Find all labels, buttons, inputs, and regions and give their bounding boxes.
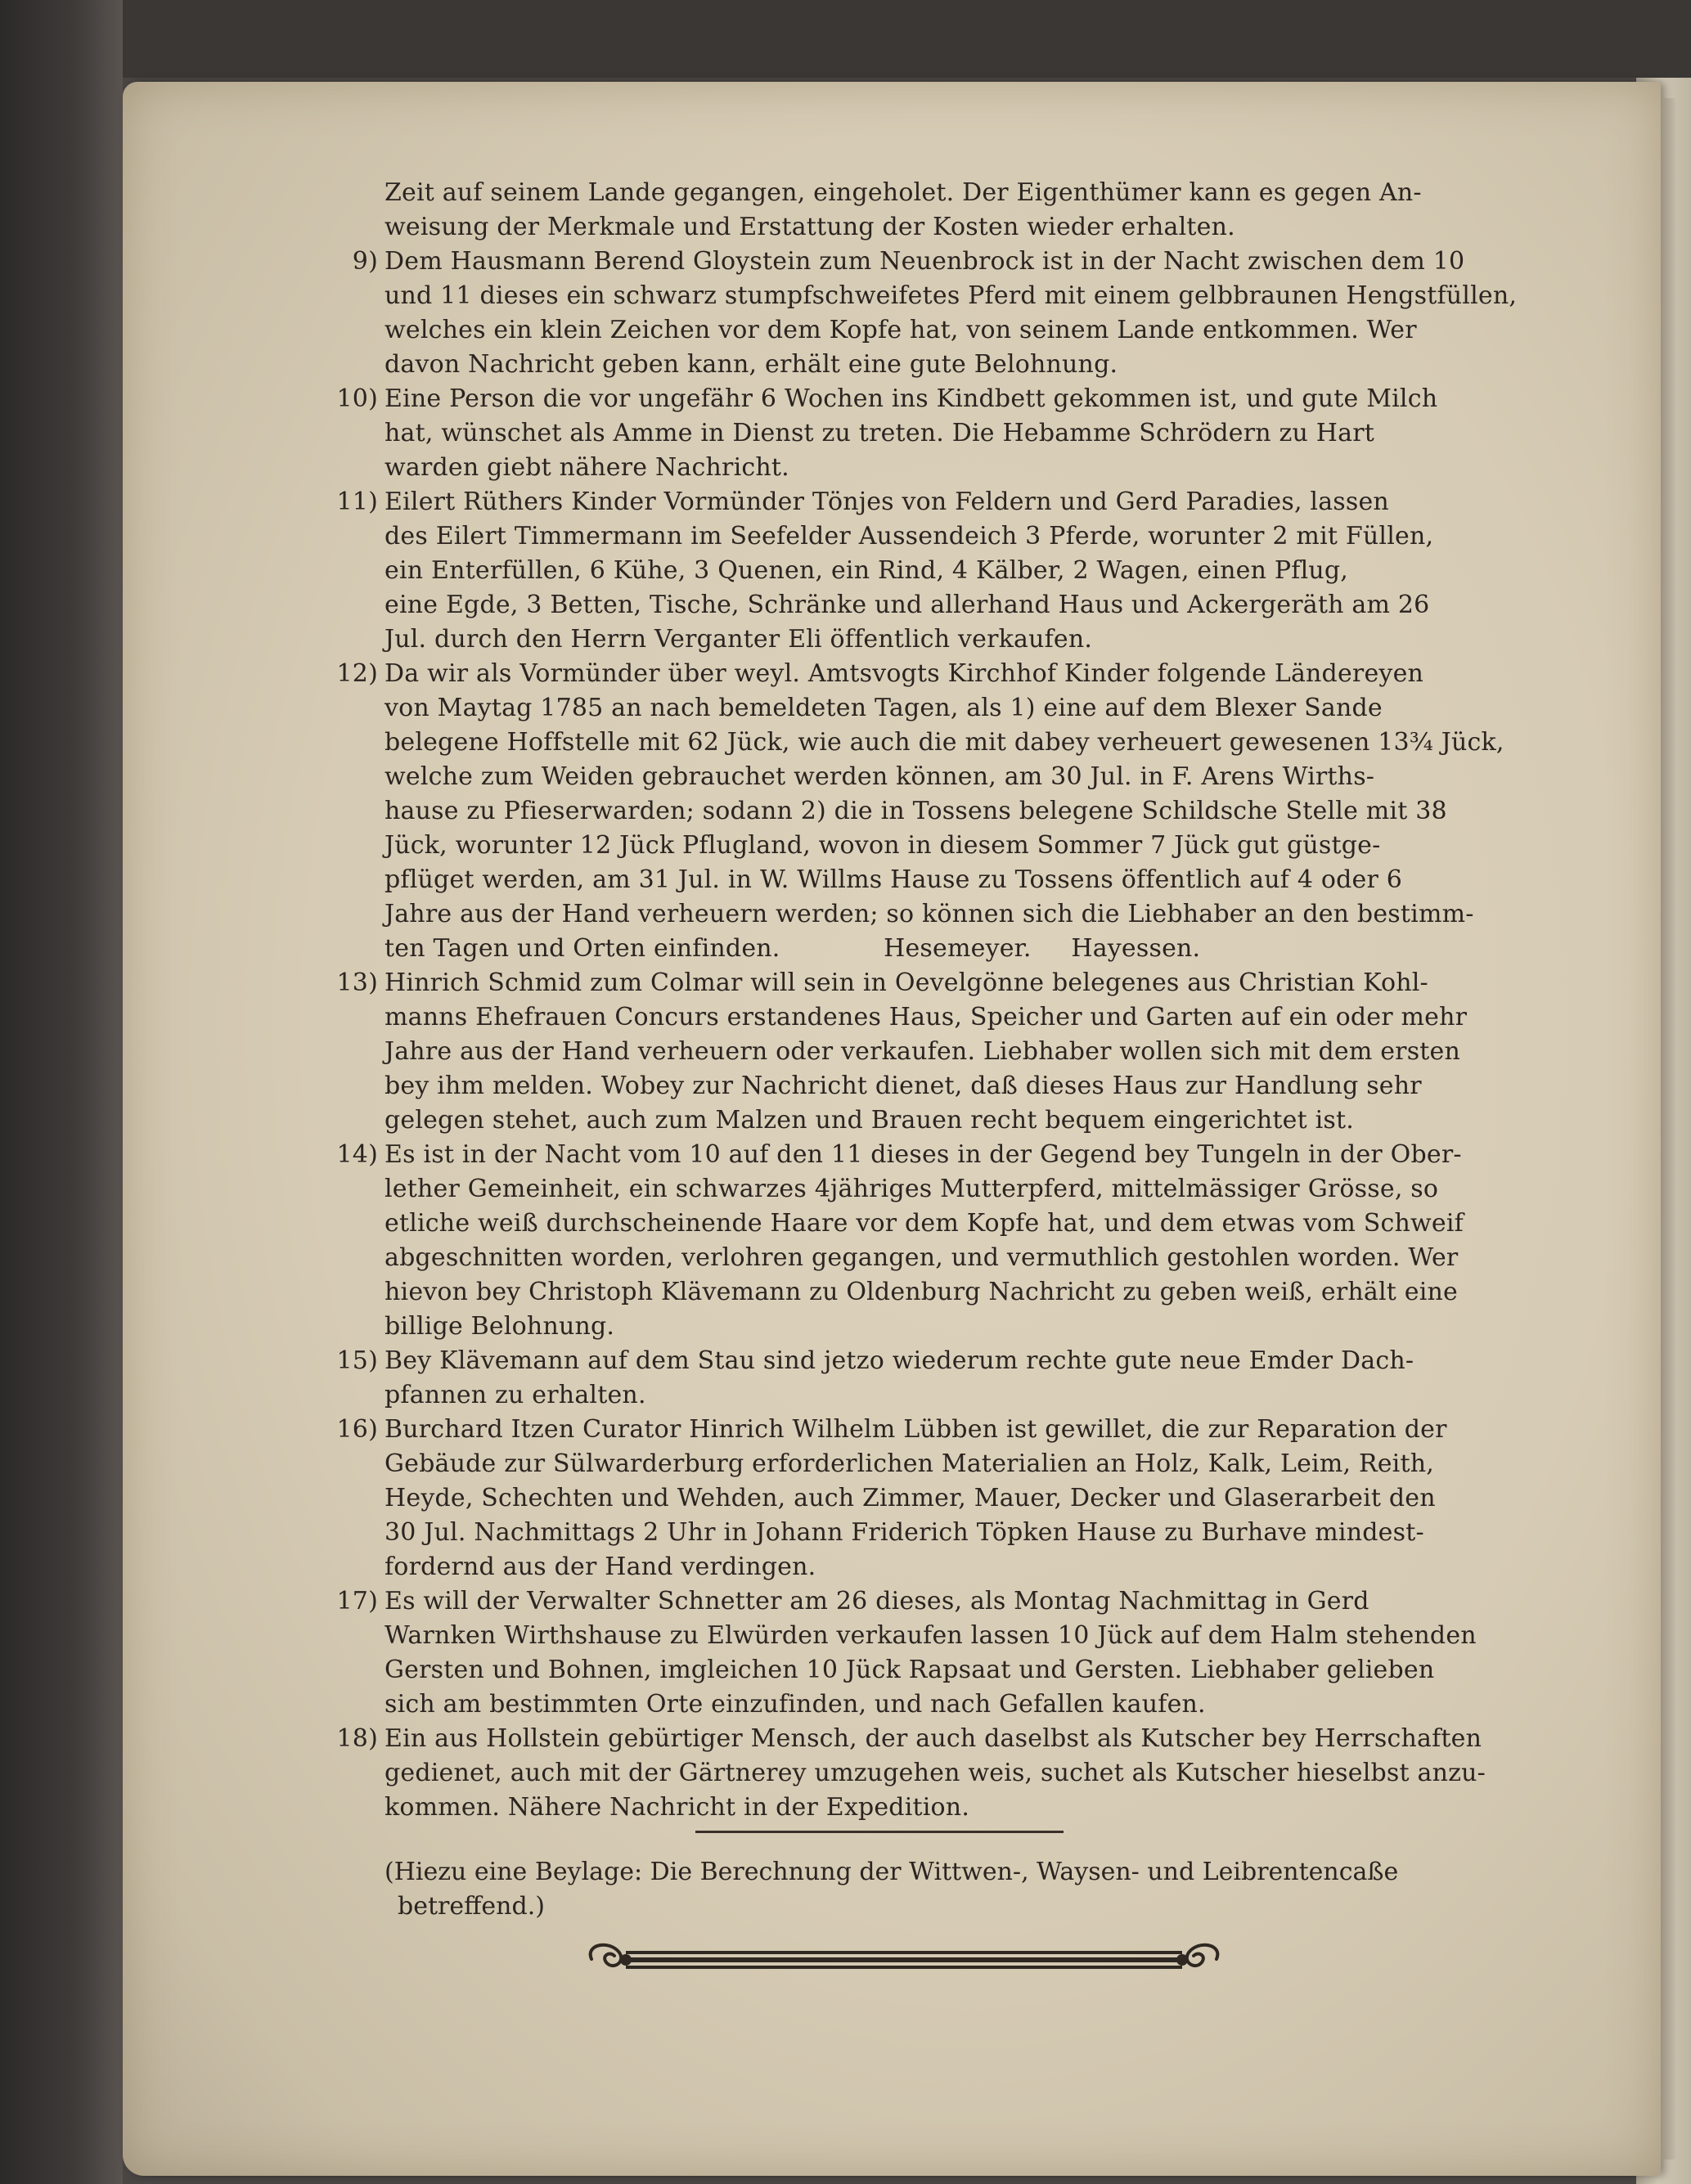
notice-17: [336, 1584, 1554, 1722]
text-line: Hinrich Schmid zum Colmar will sein in Oevelgönne belegenes aus Christian Kohl-: [385, 968, 1428, 997]
text-line: weisung der Merkmale und Erstattung der Kosten wieder erhalten.: [385, 213, 1235, 241]
ornament-bar-bottom: [626, 1966, 1182, 1969]
text-line: sich am bestimmten Orte einzufinden, und nach Gefallen kaufen.: [385, 1690, 1206, 1719]
ornament-bar-middle: [626, 1957, 1182, 1962]
text-line: Warnken Wirthshause zu Elwürden verkaufen lassen 10 Jück auf dem Halm stehenden: [385, 1621, 1477, 1650]
notice-15: [336, 1344, 1554, 1413]
text-line: Es ist in der Nacht vom 10 auf den 11 dieses in der Gegend bey Tungeln in der Ober-: [385, 1140, 1462, 1169]
notice-10: [336, 382, 1554, 485]
text-line: bey ihm melden. Wobey zur Nachricht dienet, daß dieses Haus zur Handlung sehr: [385, 1072, 1422, 1100]
text-line: Zeit auf seinem Lande gegangen, eingeholet. Der Eigenthümer kann es gegen An-: [385, 178, 1422, 207]
notice-number: 12): [336, 659, 378, 688]
notice-12: [336, 657, 1554, 966]
text-line: Gebäude zur Sülwarderburg erforderlichen Materialien an Holz, Kalk, Leim, Reith,: [385, 1449, 1434, 1478]
notice-9: [352, 245, 1554, 382]
notice-14: [336, 1138, 1554, 1344]
text-line: Eine Person die vor ungefähr 6 Wochen ins Kindbett gekommen ist, und gute Milch: [385, 384, 1438, 413]
ornament-right-scroll: [1187, 1945, 1218, 1966]
scan-background-left: [0, 0, 123, 2184]
notice-number: 18): [336, 1724, 378, 1753]
notice-number: 11): [336, 488, 378, 516]
text-line: ein Enterfüllen, 6 Kühe, 3 Quenen, ein Rind, 4 Kälber, 2 Wagen, einen Pflug,: [385, 556, 1349, 585]
text-line: hat, wünschet als Amme in Dienst zu treten. Die Hebamme Schrödern zu Hart: [385, 419, 1375, 447]
text-line: Eilert Rüthers Kinder Vormünder Tönjes von Feldern und Gerd Paradies, lassen: [385, 488, 1389, 516]
text-line: Bey Klävemann auf dem Stau sind jetzo wiederum rechte gute neue Emder Dach-: [385, 1346, 1414, 1375]
intro-paragraph: [385, 176, 1554, 245]
ornament-left-dot: [620, 1954, 632, 1966]
section-divider: [695, 1831, 1064, 1833]
ornament-right-dot: [1176, 1954, 1188, 1966]
notice-13: [336, 966, 1554, 1138]
text-line: Es will der Verwalter Schnetter am 26 dieses, als Montag Nachmittag in Gerd: [385, 1587, 1369, 1616]
text-line: Jahre aus der Hand verheuern oder verkaufen. Liebhaber wollen sich mit dem ersten: [385, 1037, 1461, 1066]
notice-number: 10): [336, 384, 378, 413]
text-line: kommen. Nähere Nachricht in der Expedition.: [385, 1793, 970, 1822]
text-line: (Hiezu eine Beylage: Die Berechnung der Wittwen-, Waysen- und Leibrentencaße: [385, 1858, 1399, 1886]
text-line: 30 Jul. Nachmittags 2 Uhr in Johann Friderich Töpken Hause zu Burhave mindest-: [385, 1518, 1424, 1547]
ornament-bar-top: [626, 1951, 1182, 1954]
text-line: Gersten und Bohnen, imgleichen 10 Jück Rapsaat und Gersten. Liebhaber gelieben: [385, 1656, 1435, 1684]
notice-number: 13): [336, 968, 378, 997]
text-line: pflüget werden, am 31 Jul. in W. Willms Hause zu Tossens öffentlich auf 4 oder 6: [385, 865, 1403, 894]
text-line: welches ein klein Zeichen vor dem Kopfe hat, von seinem Lande entkommen. Wer: [385, 316, 1417, 344]
text-line: belegene Hoffstelle mit 62 Jück, wie auch die mit dabey verheuert gewesenen 13¾ Jück,: [385, 728, 1504, 757]
text-line: warden giebt nähere Nachricht.: [385, 453, 789, 482]
notice-11: [336, 485, 1554, 657]
notice-number: 14): [336, 1140, 378, 1169]
page-text-column: [336, 176, 1554, 1825]
text-line: Jul. durch den Herrn Verganter Eli öffentlich verkaufen.: [385, 625, 1093, 654]
notice-number: 15): [336, 1346, 378, 1375]
text-line: Jück, worunter 12 Jück Pflugland, wovon in diesem Sommer 7 Jück gut güstge-: [385, 831, 1381, 860]
page-right-edge: [1661, 98, 1675, 2159]
text-line: billige Belohnung.: [385, 1312, 615, 1341]
text-line: lether Gemeinheit, ein schwarzes 4jähriges Mutterpferd, mittelmässiger Grösse, so: [385, 1175, 1439, 1203]
text-line: manns Ehefrauen Concurs erstandenes Haus, Speicher und Garten auf ein oder mehr: [385, 1003, 1468, 1031]
notice-number: 16): [336, 1415, 378, 1444]
notice-number: 9): [352, 247, 378, 276]
text-line: Jahre aus der Hand verheuern werden; so können sich die Liebhaber an den bestimm-: [385, 900, 1474, 928]
notice-16: [336, 1413, 1554, 1584]
text-line: welche zum Weiden gebrauchet werden können, am 30 Jul. in F. Arens Wirths-: [385, 762, 1375, 791]
text-line: Ein aus Hollstein gebürtiger Mensch, der auch daselbst als Kutscher bey Herrschaften: [385, 1724, 1482, 1753]
scan-background-top: [0, 0, 1691, 78]
text-line: betreffend.): [398, 1892, 545, 1921]
text-line: etliche weiß durchscheinende Haare vor dem Kopfe hat, und dem etwas vom Schweif: [385, 1209, 1464, 1238]
notice-18: [336, 1722, 1554, 1825]
text-line: abgeschnitten worden, verlohren gegangen, und vermuthlich gestohlen worden. Wer: [385, 1243, 1459, 1272]
text-line: hause zu Pfieserwarden; sodann 2) die in Tossens belegene Schildsche Stelle mit 38: [385, 797, 1447, 825]
text-line: davon Nachricht geben kann, erhält eine gute Belohnung.: [385, 350, 1118, 379]
text-line: von Maytag 1785 an nach bemeldeten Tagen, als 1) eine auf dem Blexer Sande: [385, 694, 1383, 722]
text-line: pfannen zu erhalten.: [385, 1381, 646, 1409]
text-line: fordernd aus der Hand verdingen.: [385, 1553, 816, 1581]
text-line: Da wir als Vormünder über weyl. Amtsvogts Kirchhof Kinder folgende Ländereyen: [385, 659, 1424, 688]
text-line: hievon bey Christoph Klävemann zu Oldenburg Nachricht zu geben weiß, erhält eine: [385, 1278, 1459, 1306]
text-line: Dem Hausmann Berend Gloystein zum Neuenbrock ist in der Nacht zwischen dem 10: [385, 247, 1465, 276]
text-line: Heyde, Schechten und Wehden, auch Zimmer, Mauer, Decker und Glaserarbeit den: [385, 1484, 1436, 1512]
text-line: und 11 dieses ein schwarz stumpfschweifetes Pferd mit einem gelbbraunen Hengstfüllen,: [385, 281, 1518, 310]
text-line: des Eilert Timmermann im Seefelder Aussendeich 3 Pferde, worunter 2 mit Füllen,: [385, 522, 1434, 550]
text-line: gelegen stehet, auch zum Malzen und Brauen recht bequem eingerichtet ist.: [385, 1106, 1355, 1135]
supplement-note: [385, 1855, 1554, 1924]
decorative-end-ornament: [577, 1935, 1231, 1984]
text-line: ten Tagen und Orten einfinden. Hesemeyer. Hayessen.: [385, 934, 1201, 963]
ornament-left-scroll: [591, 1945, 622, 1966]
text-line: gedienet, auch mit der Gärtnerey umzugehen weis, suchet als Kutscher hieselbst anzu-: [385, 1759, 1486, 1787]
text-line: Burchard Itzen Curator Hinrich Wilhelm Lübben ist gewillet, die zur Reparation der: [385, 1415, 1447, 1444]
notice-number: 17): [336, 1587, 378, 1616]
text-line: eine Egde, 3 Betten, Tische, Schränke und allerhand Haus und Ackergeräth am 26: [385, 591, 1430, 619]
